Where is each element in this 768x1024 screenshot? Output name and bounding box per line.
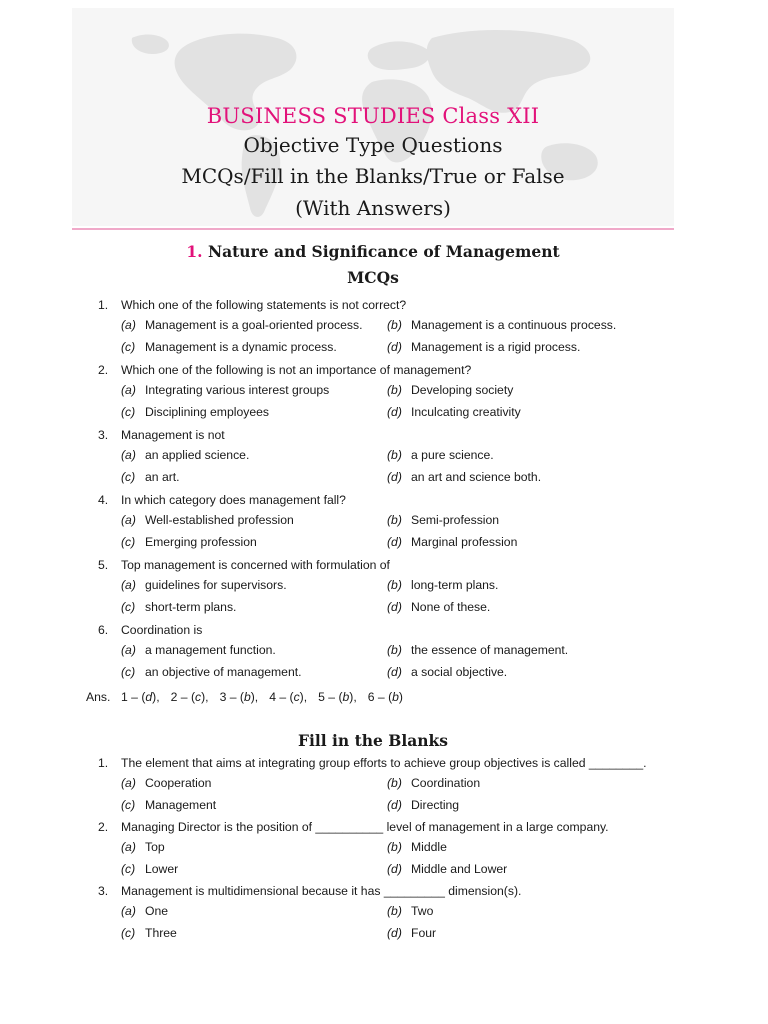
mcq-option-b <box>387 578 498 592</box>
answer-item: 1 – (d), <box>121 690 160 704</box>
option-letter: (d) <box>387 405 402 419</box>
mcq-option-b <box>387 513 499 527</box>
question-text: Managing Director is the position of __________ level of management in a large company. <box>121 820 609 834</box>
answer-key-label: Ans. <box>86 690 111 704</box>
question-number: 4. <box>98 493 109 507</box>
question-text: Management is multidimensional because it has _________ dimension(s). <box>121 884 522 898</box>
option-text: guidelines for supervisors. <box>145 578 287 592</box>
fib-section-title: Fill in the Blanks <box>297 731 449 750</box>
option-letter: (c) <box>121 405 136 419</box>
mcq-question <box>98 428 225 442</box>
fib-option-a <box>121 840 165 854</box>
option-letter: (d) <box>387 926 402 940</box>
mcq-option-a <box>121 383 329 397</box>
fib-option-d <box>387 798 459 812</box>
option-text: an applied science. <box>145 448 250 462</box>
option-letter: (d) <box>387 798 402 812</box>
mcq-option-c <box>121 665 302 679</box>
option-text: Cooperation <box>145 776 212 790</box>
mcq-option-a <box>121 513 294 527</box>
option-letter: (b) <box>387 318 402 332</box>
option-letter: (c) <box>121 535 136 549</box>
question-text: Top management is concerned with formulation of <box>121 558 390 572</box>
option-text: One <box>145 904 169 918</box>
option-letter: (d) <box>387 600 402 614</box>
option-text: None of these. <box>411 600 491 614</box>
option-text: Lower <box>145 862 179 876</box>
answer-key <box>86 690 414 704</box>
option-letter: (d) <box>387 665 402 679</box>
option-text: Directing <box>411 798 460 812</box>
fib-option-b <box>387 840 447 854</box>
mcq-option-d <box>387 665 507 679</box>
option-letter: (c) <box>121 926 136 940</box>
fib-question <box>98 884 521 898</box>
fib-option-c <box>121 798 216 812</box>
fib-option-c <box>121 926 177 940</box>
document-note: (With Answers) <box>295 196 451 220</box>
question-number: 2. <box>98 820 109 834</box>
option-letter: (c) <box>121 340 136 354</box>
mcq-option-d <box>387 340 580 354</box>
chapter-number: 1. <box>186 242 203 261</box>
question-text: In which category does management fall? <box>121 493 346 507</box>
option-text: short-term plans. <box>145 600 237 614</box>
mcq-option-a <box>121 318 362 332</box>
option-letter: (d) <box>387 535 402 549</box>
fib-question <box>98 756 647 770</box>
mcq-option-a <box>121 578 287 592</box>
mcq-question <box>98 298 406 312</box>
document-subtitle: MCQs/Fill in the Blanks/True or False <box>181 164 565 188</box>
option-text: the essence of management. <box>411 643 569 657</box>
answer-item: 4 – (c), <box>269 690 308 704</box>
option-letter: (a) <box>121 776 136 790</box>
option-text: Three <box>145 926 177 940</box>
mcq-option-c <box>121 600 236 614</box>
option-letter: (a) <box>121 448 136 462</box>
question-number: 3. <box>98 428 109 442</box>
option-letter: (b) <box>387 776 402 790</box>
answer-item: 5 – (b), <box>318 690 357 704</box>
answer-item: 6 – (b) <box>367 690 403 704</box>
option-letter: (d) <box>387 470 402 484</box>
mcq-option-c <box>121 535 257 549</box>
question-text: Which one of the following is not an importance of management? <box>121 363 472 377</box>
option-text: Top <box>145 840 165 854</box>
mcq-option-d <box>387 470 541 484</box>
option-text: Coordination <box>411 776 481 790</box>
option-text: an art. <box>145 470 180 484</box>
mcq-section-title: MCQs <box>347 268 399 287</box>
option-letter: (d) <box>387 862 402 876</box>
option-letter: (b) <box>387 578 402 592</box>
option-text: Marginal profession <box>411 535 518 549</box>
option-letter: (a) <box>121 318 136 332</box>
mcq-option-b <box>387 383 513 397</box>
option-letter: (b) <box>387 643 402 657</box>
option-text: Semi-profession <box>411 513 500 527</box>
option-letter: (a) <box>121 513 136 527</box>
fib-option-d <box>387 862 507 876</box>
option-text: Management is a rigid process. <box>411 340 581 354</box>
option-text: an art and science both. <box>411 470 542 484</box>
subject-title: BUSINESS STUDIES Class XII <box>206 104 540 128</box>
mcq-option-d <box>387 405 521 419</box>
option-text: an objective of management. <box>145 665 302 679</box>
option-text: Emerging profession <box>145 535 257 549</box>
chapter-title: Nature and Significance of Management <box>207 242 560 261</box>
option-letter: (a) <box>121 904 136 918</box>
mcq-question <box>98 623 202 637</box>
mcq-option-c <box>121 470 180 484</box>
question-number: 2. <box>98 363 109 377</box>
question-number: 5. <box>98 558 109 572</box>
option-letter: (b) <box>387 904 402 918</box>
option-letter: (c) <box>121 600 136 614</box>
fib-question <box>98 820 609 834</box>
mcq-option-c <box>121 340 337 354</box>
option-text: long-term plans. <box>411 578 499 592</box>
mcq-question <box>98 558 390 572</box>
mcq-option-d <box>387 600 490 614</box>
option-text: Middle <box>411 840 447 854</box>
fib-option-a <box>121 904 168 918</box>
mcq-option-b <box>387 318 616 332</box>
option-letter: (b) <box>387 448 402 462</box>
option-text: a management function. <box>145 643 276 657</box>
fib-option-d <box>387 926 436 940</box>
option-letter: (a) <box>121 840 136 854</box>
mcq-option-a <box>121 643 276 657</box>
option-letter: (a) <box>121 643 136 657</box>
option-text: Two <box>411 904 434 918</box>
option-text: Integrating various interest groups <box>145 383 330 397</box>
fib-option-a <box>121 776 211 790</box>
option-letter: (b) <box>387 840 402 854</box>
option-text: Management <box>145 798 217 812</box>
option-text: Management is a dynamic process. <box>145 340 337 354</box>
header-divider <box>72 228 674 230</box>
question-number: 1. <box>98 756 109 770</box>
option-letter: (a) <box>121 383 136 397</box>
question-number: 1. <box>98 298 109 312</box>
question-text: Which one of the following statements is not correct? <box>121 298 407 312</box>
mcq-question <box>98 493 346 507</box>
mcq-option-a <box>121 448 249 462</box>
question-number: 3. <box>98 884 109 898</box>
answer-item: 2 – (c), <box>170 690 209 704</box>
option-text: Inculcating creativity <box>411 405 521 419</box>
mcq-option-d <box>387 535 517 549</box>
option-letter: (c) <box>121 665 136 679</box>
option-text: Management is a continuous process. <box>411 318 617 332</box>
answer-item: 3 – (b), <box>219 690 259 704</box>
option-letter: (c) <box>121 798 136 812</box>
mcq-option-c <box>121 405 269 419</box>
option-letter: (d) <box>387 340 402 354</box>
option-text: Disciplining employees <box>145 405 269 419</box>
answer-key-items <box>121 690 414 704</box>
mcq-question <box>98 363 471 377</box>
option-letter: (a) <box>121 578 136 592</box>
option-letter: (c) <box>121 862 136 876</box>
mcq-option-b <box>387 643 568 657</box>
option-letter: (b) <box>387 383 402 397</box>
option-text: Middle and Lower <box>411 862 508 876</box>
question-text: Management is not <box>121 428 225 442</box>
question-text: Coordination is <box>121 623 203 637</box>
document-title: Objective Type Questions <box>243 133 503 157</box>
chapter-heading <box>72 242 674 261</box>
option-text: a pure science. <box>411 448 494 462</box>
option-text: a social objective. <box>411 665 508 679</box>
fib-option-b <box>387 904 433 918</box>
question-text: The element that aims at integrating group efforts to achieve group objectives is called ________. <box>121 756 647 770</box>
fib-option-b <box>387 776 480 790</box>
question-number: 6. <box>98 623 109 637</box>
option-text: Developing society <box>411 383 514 397</box>
option-letter: (b) <box>387 513 402 527</box>
fib-option-c <box>121 862 178 876</box>
mcq-option-b <box>387 448 494 462</box>
option-text: Well-established profession <box>145 513 294 527</box>
option-text: Management is a goal-oriented process. <box>145 318 363 332</box>
option-text: Four <box>411 926 437 940</box>
option-letter: (c) <box>121 470 136 484</box>
